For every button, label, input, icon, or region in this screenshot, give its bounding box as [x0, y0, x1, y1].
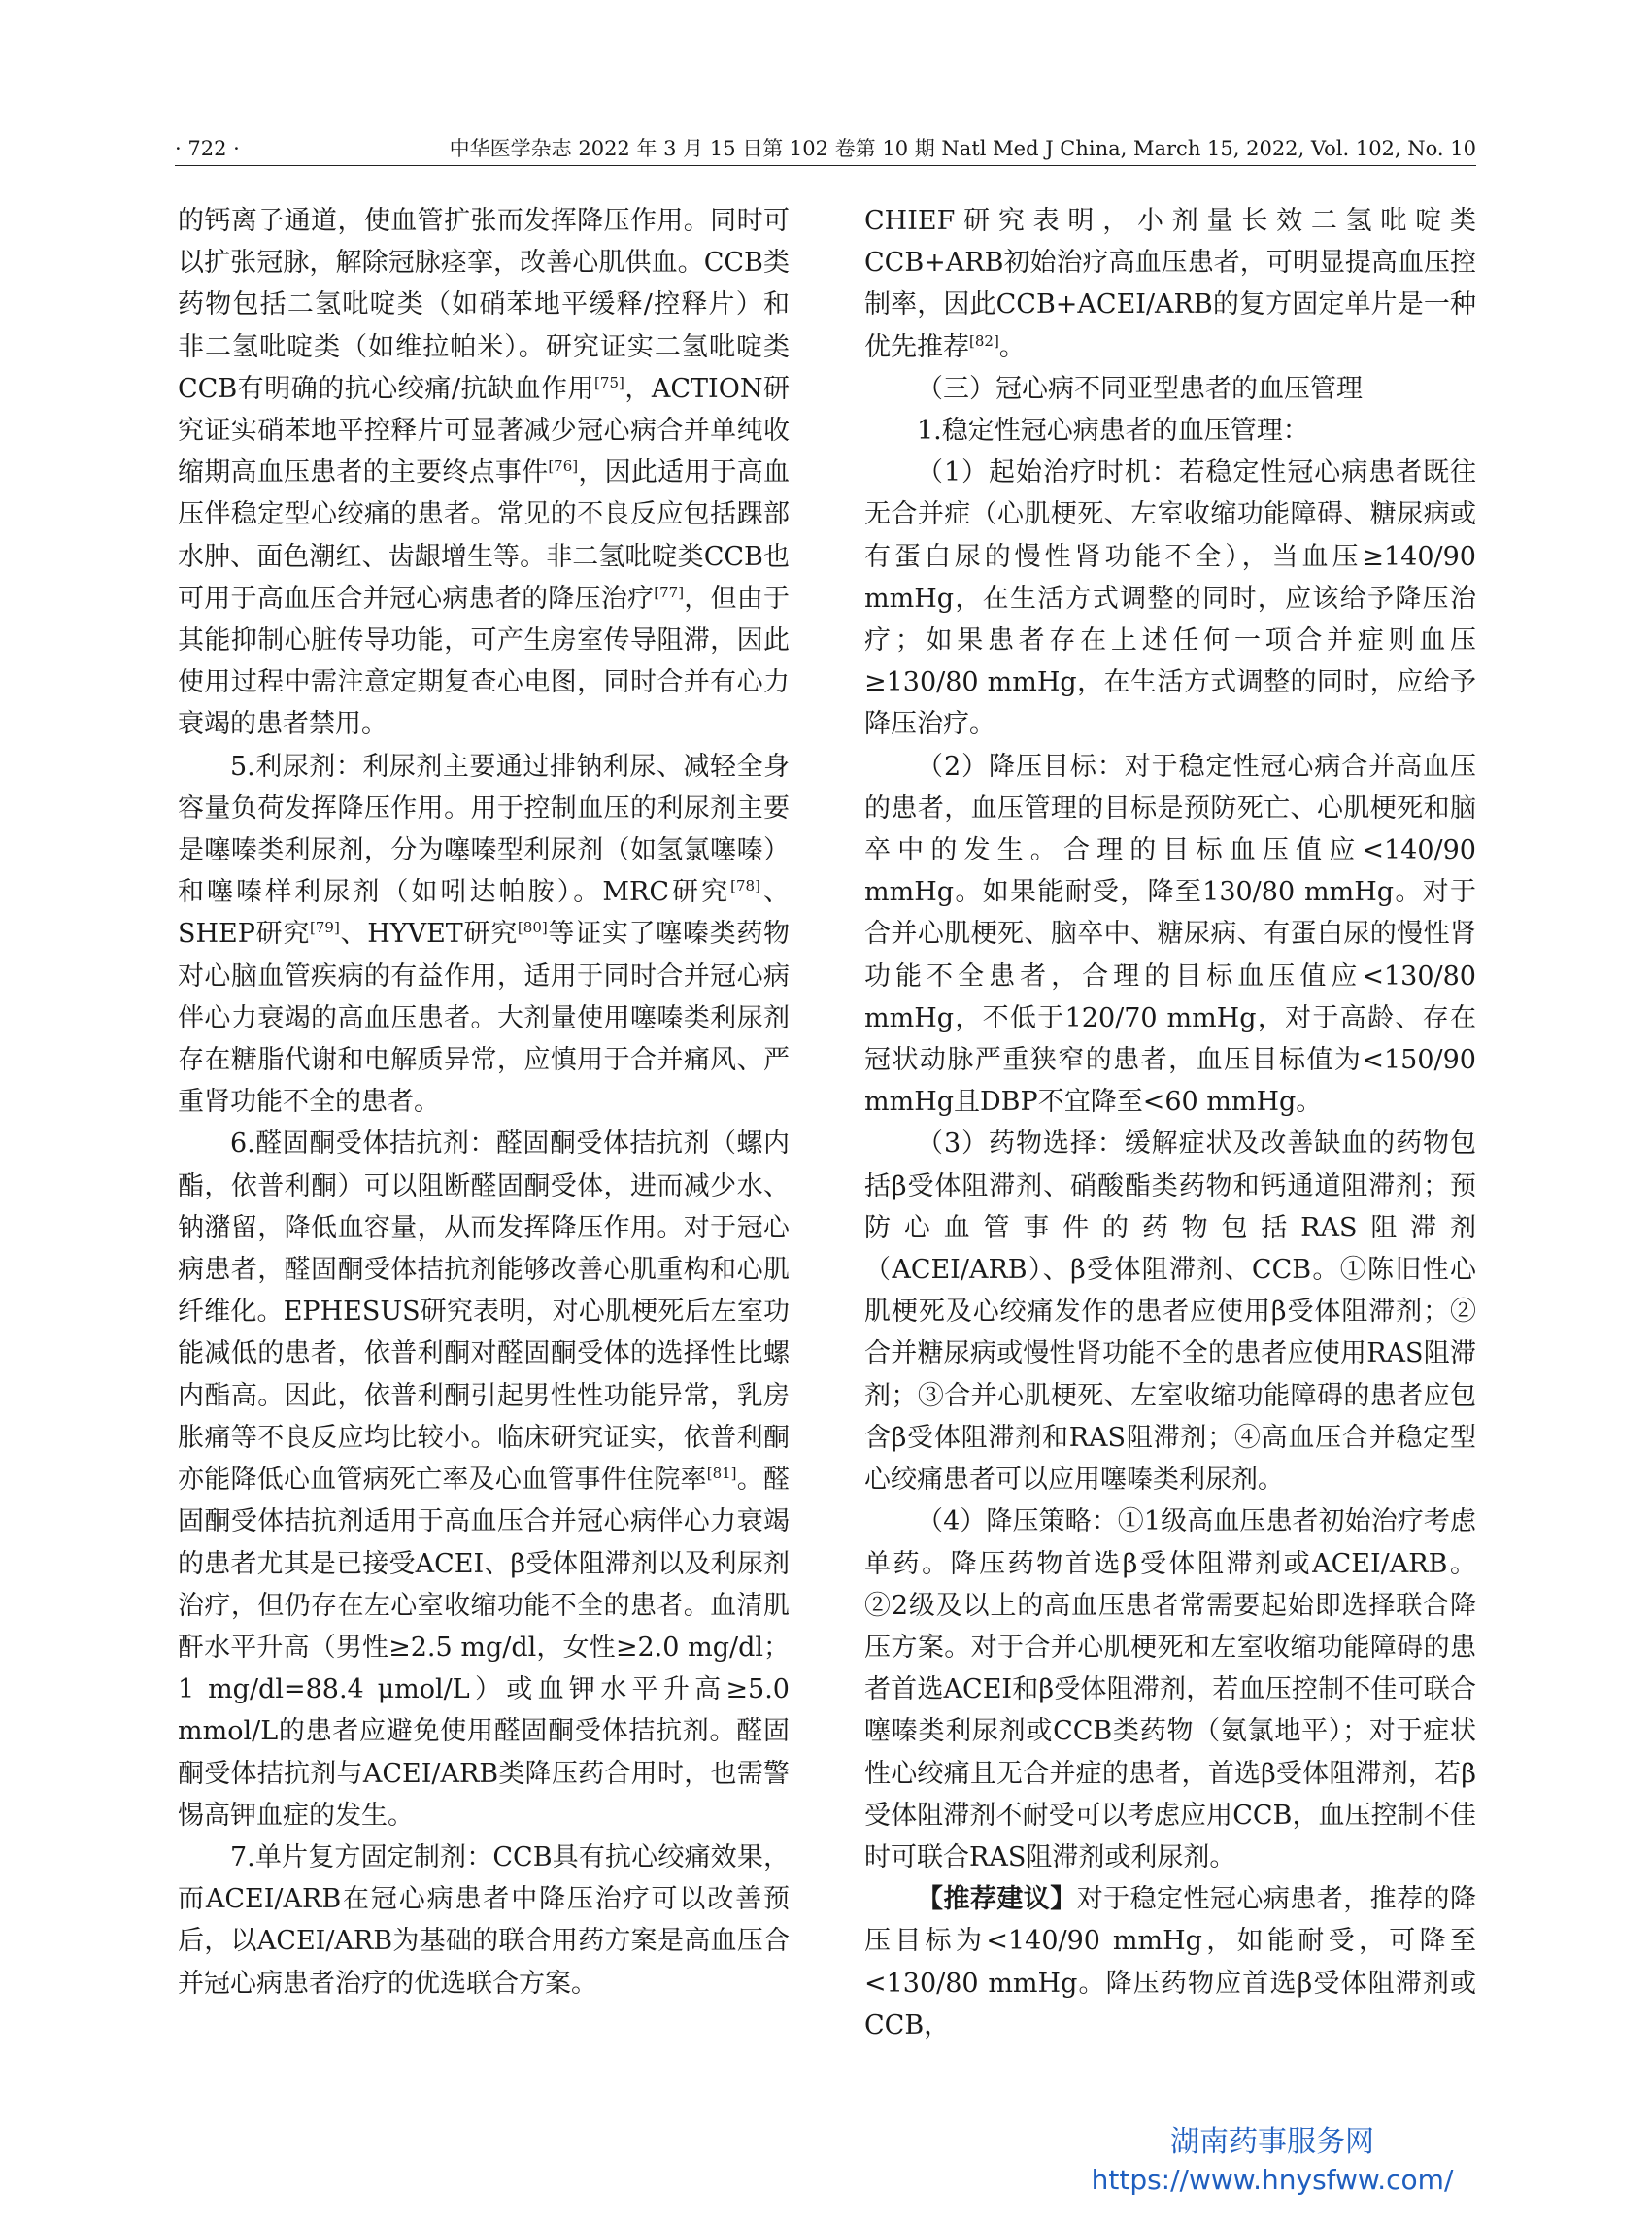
citation-ref: [81] [706, 1465, 737, 1483]
text-run: ，因此适用于高血压伴稳定型心绞痛的患者。常见的不良反应包括踝部水肿、面色潮红、齿龈增生等。非二氢吡啶类CCB也可用于高血压合并冠心病患者的降压治疗 [178, 457, 791, 614]
paragraph-treatment-timing: （1）起始治疗时机：若稳定性冠心病患者既往无合并症（心肌梗死、左室收缩功能障碍、糖尿病或有蛋白尿的慢性肾功能不全），当血压≥140/90 mmHg，在生活方式调整的同时，应该给予降压治疗；如果患者存在上述任何一项合并症则血压≥130/80 mmHg，在生活方式调整的同时，应给予降压治疗。 [864, 457, 1476, 740]
paragraph-recommendation [864, 1878, 1476, 2046]
text-run: CHIEF研究表明，小剂量长效二氢吡啶类CCB+ARB初始治疗高血压患者，可明显提高血压控制率，因此CCB+ACEI/ARB的复方固定单片是一种优先推荐 [864, 206, 1476, 362]
running-header [175, 132, 1476, 166]
paragraph-drug-selection: （3）药物选择：缓解症状及改善缺血的药物包括β受体阻滞剂、硝酸酯类药物和钙通道阻滞剂；预防心血管事件的药物包括RAS阻滞剂（ACEI/ARB）、β受体阻滞剂、CCB。①陈旧性心肌梗死及心绞痛发作的患者应使用β受体阻滞剂；②合并糖尿病或慢性肾功能不全的患者应使用RAS阻滞剂；③合并心肌梗死、左室收缩功能障碍的患者应包含β受体阻滞剂和RAS阻滞剂；④高血压合并稳定型心绞痛患者可以应用噻嗪类利尿剂。 [864, 1129, 1476, 1496]
text-run: 5.利尿剂：利尿剂主要通过排钠利尿、减轻全身容量负荷发挥降压作用。用于控制血压的利尿剂主要是噻嗪类利尿剂，分为噻嗪型利尿剂（如氢氯噻嗪）和噻嗪样利尿剂（如吲达帕胺）。MRC研究 [178, 751, 790, 908]
text-run: 、SHEP研究 [178, 877, 790, 950]
citation-ref: [80] [517, 919, 548, 937]
citation-ref: [75] [594, 373, 624, 391]
left-column [178, 200, 790, 2005]
right-column [864, 200, 1476, 2046]
paragraph-aldosterone-antagonists [178, 1123, 790, 1836]
citation-ref: [82] [969, 331, 999, 350]
watermark-name: 湖南药事服务网 [1170, 2125, 1374, 2159]
paragraph-ccb [178, 200, 790, 746]
citation-ref: [79] [310, 919, 340, 937]
paragraph-diuretics [178, 746, 790, 1124]
text-run: 。醛固酮受体拮抗剂适用于高血压合并冠心病伴心力衰竭的患者尤其是已接受ACEI、β受体阻滞剂以及利尿剂治疗，但仍存在左心室收缩功能不全的患者。血清肌酐水平升高（男性≥2.5 mg/dl，女性≥2.0 mg/dl；1 mg/dl=88.4 μmol/L）或血钾水平升高≥5.0 mmol/L的患者应避免使用醛固酮受体拮抗剂。醛固酮受体拮抗剂与ACEI/ARB类降压药合用时，也需警惕高钾血症的发生。 [178, 1465, 791, 1831]
text-run: ，ACTION研究证实硝苯地平控释片可显著减少冠心病合并单纯收缩期高血压患者的主要终点事件 [178, 373, 790, 489]
citation-ref: [76] [548, 457, 579, 476]
journal-citation: 中华医学杂志 2022 年 3 月 15 日第 102 卷第 10 期 Natl Med J China, March 15, 2022, Vol. 102, No. 10 [449, 137, 1476, 160]
paragraph-bp-target: （2）降压目标：对于稳定性冠心病合并高血压的患者，血压管理的目标是预防死亡、心肌梗死和脑卒中的发生。合理的目标血压值应<140/90 mmHg。如果能耐受，降至130/80 mmHg。对于合并心肌梗死、脑卒中、糖尿病、有蛋白尿的慢性肾功能不全患者，合理的目标血压值应<130/80 mmHg，不低于120/70 mmHg，对于高龄、存在冠状动脉严重狭窄的患者，血压目标值为<150/90 mmHg且DBP不宜降至<60 mmHg。 [864, 751, 1476, 1118]
text-run: 、HYVET研究 [339, 919, 518, 950]
site-watermark [1068, 2123, 1476, 2199]
text-run: 6.醛固酮受体拮抗剂：醛固酮受体拮抗剂（螺内酯，依普利酮）可以阻断醛固酮受体，进而减少水、钠潴留，降低血容量，从而发挥降压作用。对于冠心病患者，醛固酮受体拮抗剂能够改善心肌重构和心肌纤维化。EPHESUS研究表明，对心肌梗死后左室功能减低的患者，依普利酮对醛固酮受体的选择性比螺内酯高。因此，依普利酮引起男性性功能异常，乳房胀痛等不良反应均比较小。临床研究证实，依普利酮亦能降低心血管病死亡率及心血管事件住院率 [178, 1129, 790, 1496]
citation-ref: [78] [730, 877, 760, 895]
recommendation-label: 【推荐建议】 [917, 1884, 1077, 1915]
paragraph-bp-strategy: （4）降压策略：①1级高血压患者初始治疗考虑单药。降压药物首选β受体阻滞剂或ACEI/ARB。②2级及以上的高血压患者常需要起始即选择联合降压方案。对于合并心肌梗死和左室收缩功能障碍的患者首选ACEI和β受体阻滞剂，若血压控制不佳可联合噻嗪类利尿剂或CCB类药物（氨氯地平）；对于症状性心绞痛且无合并症的患者，首选β受体阻滞剂，若β受体阻滞剂不耐受可以考虑应用CCB，血压控制不佳时可联合RAS阻滞剂或利尿剂。 [864, 1506, 1476, 1872]
watermark-url: https://www.hnysfww.com/ [1091, 2164, 1454, 2196]
paragraph-chief-study [864, 200, 1476, 368]
text-run: 的钙离子通道，使血管扩张而发挥降压作用。同时可以扩张冠脉，解除冠脉痉挛，改善心肌供血。CCB类药物包括二氢吡啶类（如硝苯地平缓释/控释片）和非二氢吡啶类（如维拉帕米）。研究证实二氢吡啶类CCB有明确的抗心绞痛/抗缺血作用 [178, 206, 790, 404]
text-run: 等证实了噻嗪类药物对心脑血管疾病的有益作用，适用于同时合并冠心病伴心力衰竭的高血压患者。大剂量使用噻嗪类利尿剂存在糖脂代谢和电解质异常，应慎用于合并痛风、严重肾功能不全的患者。 [178, 919, 791, 1118]
subsection-heading: 1.稳定性冠心病患者的血压管理： [917, 416, 1309, 447]
text-run: 对于稳定性冠心病患者，推荐的降压目标为<140/90 mmHg，如能耐受，可降至<130/80 mmHg。降压药物应首选β受体阻滞剂或CCB， [864, 1884, 1477, 2040]
citation-ref: [77] [654, 583, 685, 601]
text-run: 。 [998, 331, 1026, 362]
paragraph-fixed-dose-combination: 7.单片复方固定制剂：CCB具有抗心绞痛效果，而ACEI/ARB在冠心病患者中降压治疗可以改善预后，以ACEI/ARB为基础的联合用药方案是高血压合并冠心病患者治疗的优选联合方案。 [178, 1841, 790, 1999]
text-run: ，但由于其能抑制心脏传导功能，可产生房室传导阻滞，因此使用过程中需注意定期复查心电图，同时合并有心力衰竭的患者禁用。 [178, 583, 791, 740]
section-heading: （三）冠心病不同亚型患者的血压管理 [917, 373, 1363, 404]
page-number: · 722 · [175, 137, 240, 160]
